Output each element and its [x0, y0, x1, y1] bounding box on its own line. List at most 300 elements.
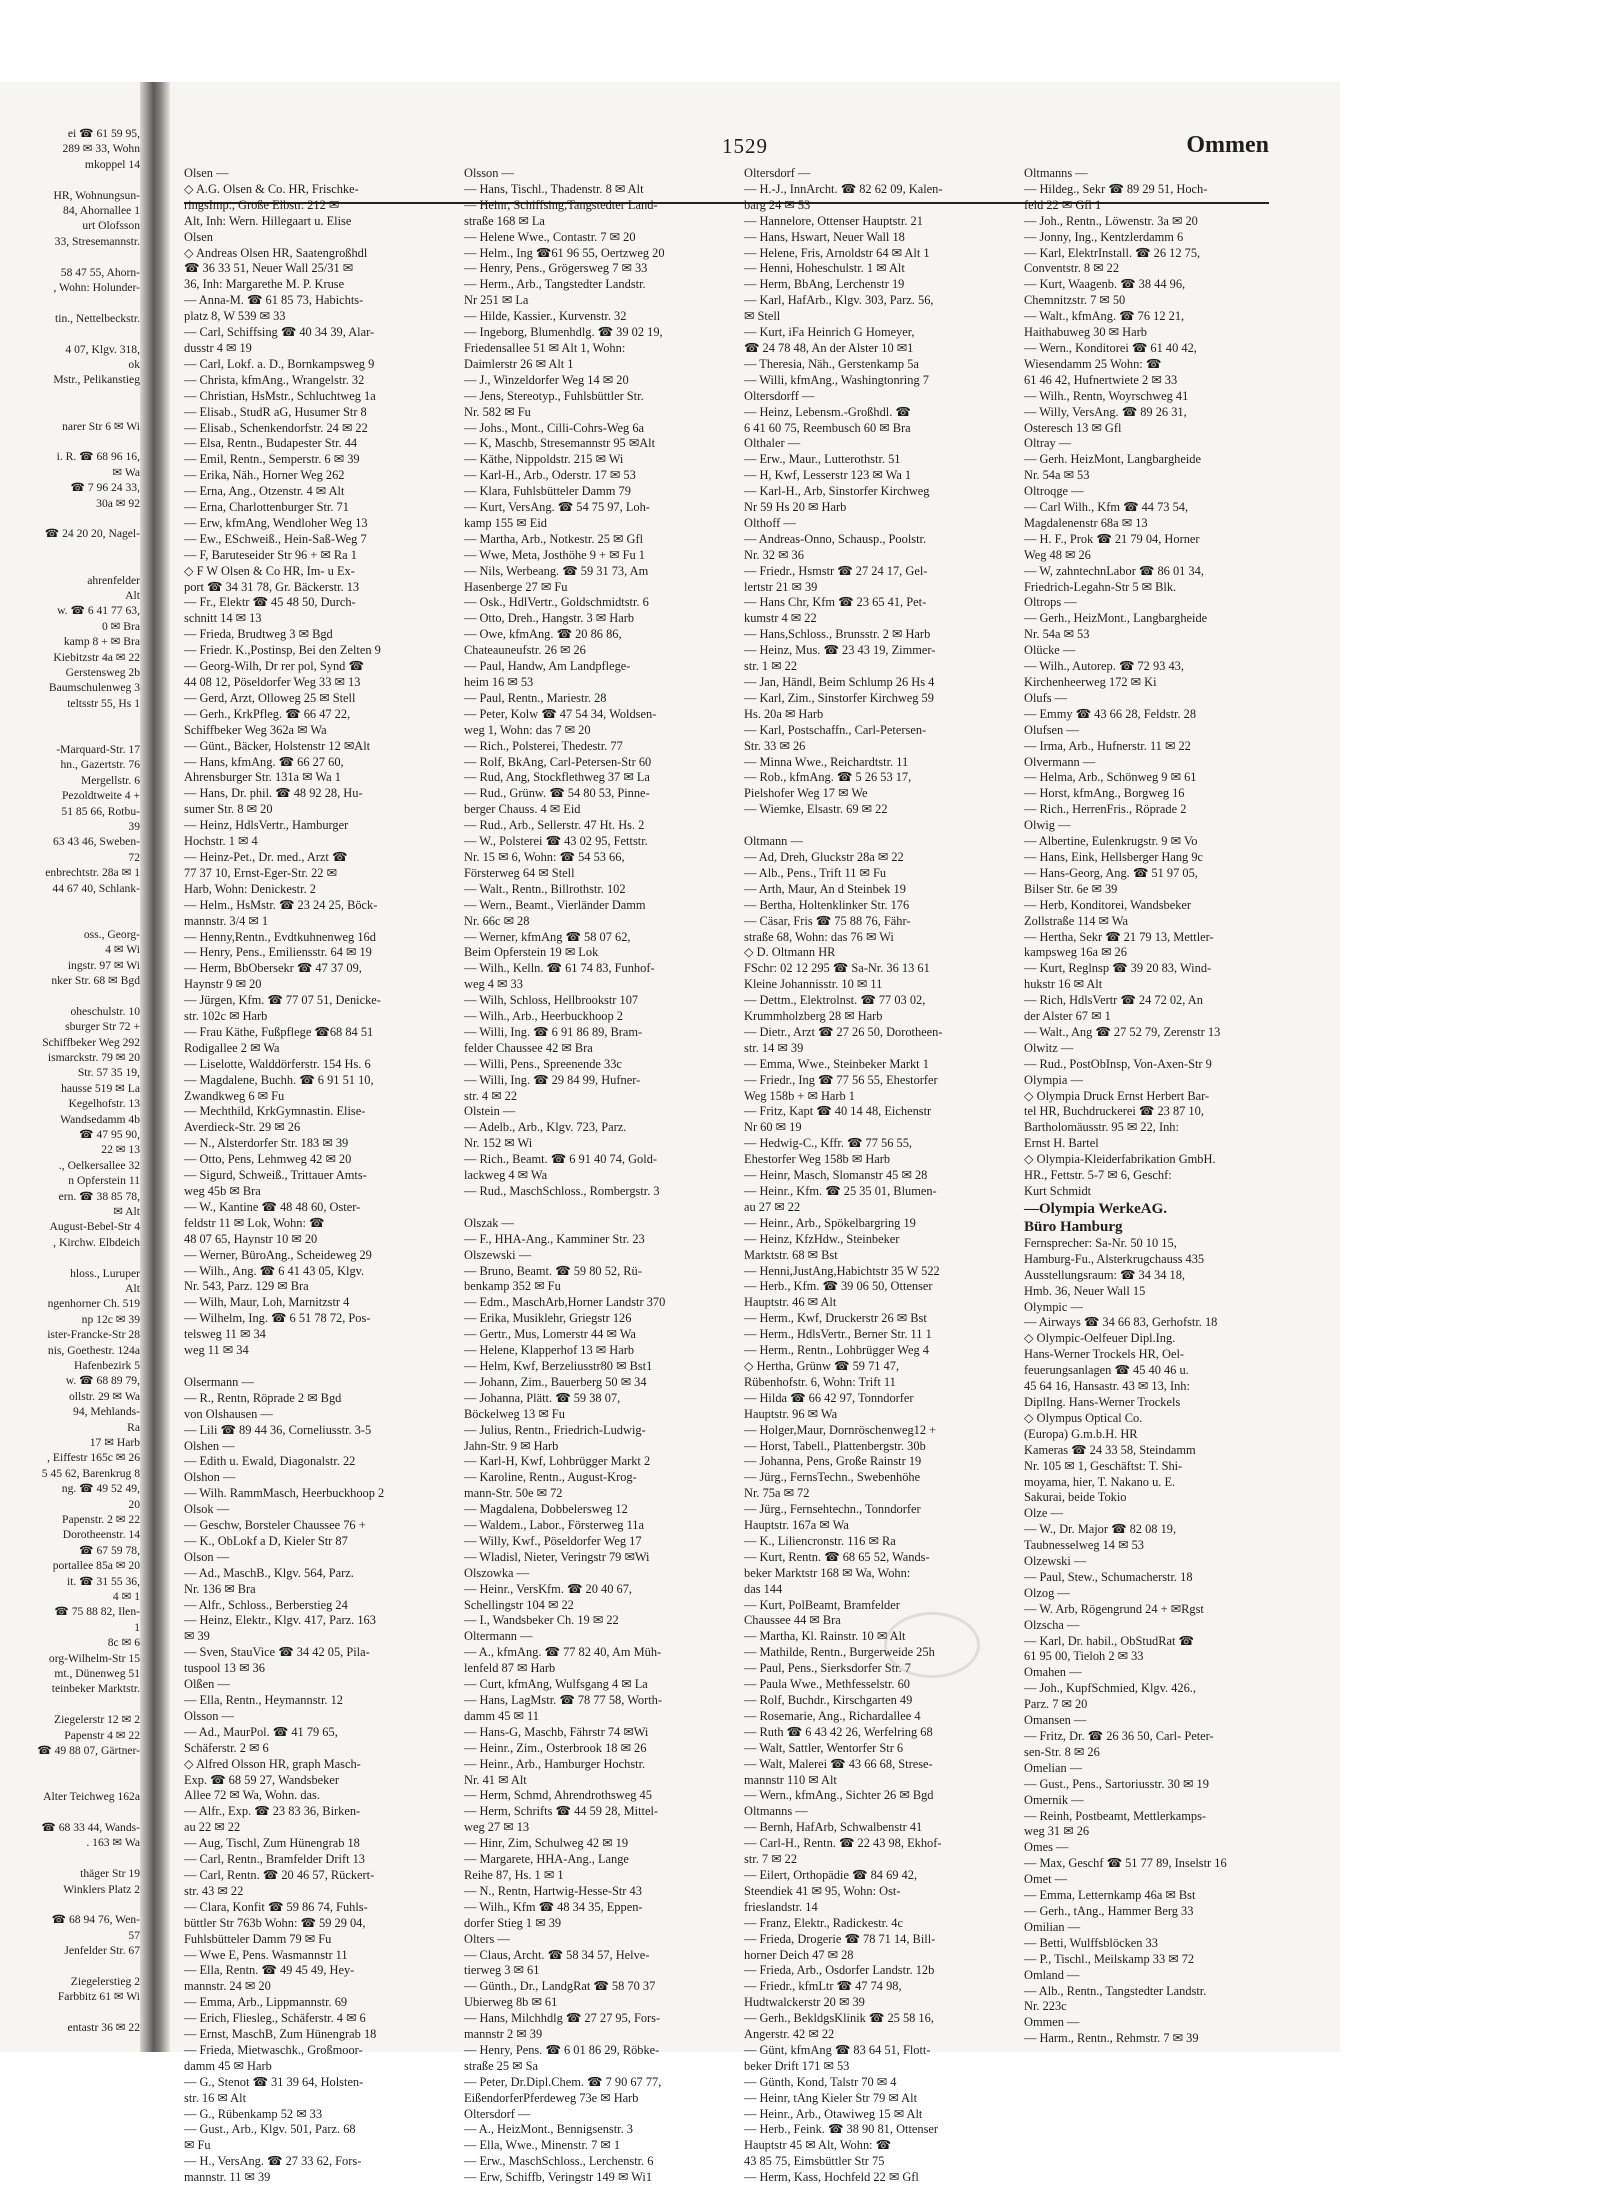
left-page-line: ollstr. 29 ✉ Wa [68, 1389, 140, 1403]
left-page-line: 22 ✉ 13 [101, 1143, 140, 1157]
left-page-line: mkoppel 14 [84, 157, 140, 171]
directory-entry [184, 1359, 424, 1375]
surname-heading: Omland — [1024, 1967, 1080, 1982]
directory-entry: — Wilh., Ang. ☎ 6 41 43 05, Klgv. [184, 1263, 365, 1278]
left-page-line: 51 85 66, Rotbu- [61, 804, 140, 818]
directory-entry: Ubierweg 8b ✉ 61 [464, 1995, 558, 2010]
directory-entry: — Harm., Rentn., Rehmstr. 7 ✉ 39 [1024, 2031, 1199, 2046]
directory-entry: — H. F., Prok ☎ 21 79 04, Horner [1024, 531, 1200, 546]
directory-entry: — Max, Geschf ☎ 51 77 89, Inselstr 16 [1024, 1856, 1227, 1871]
directory-entry: — Rosemarie, Ang., Richardallee 4 [744, 1708, 921, 1723]
directory-entry: — Walt., Rentn., Billrothstr. 102 [464, 881, 626, 896]
left-page-line: Baumschulenweg 3 [48, 681, 140, 695]
directory-entry: — Willy, Kwf., Pöseldorfer Weg 17 [464, 1533, 642, 1548]
directory-entry: — F., HHA-Ang., Kamminer Str. 23 [464, 1231, 645, 1246]
directory-entry: Schäferstr. 2 ✉ 6 [184, 1740, 269, 1755]
directory-entry: — Paul, Rentn., Mariestr. 28 [464, 690, 607, 705]
left-page-line: , Wohn: Holunder- [53, 281, 140, 294]
directory-entry: tel HR, Buchdruckerei ☎ 23 87 10, [1024, 1104, 1204, 1119]
directory-entry: — Wern., Konditorei ☎ 61 40 42, [1024, 340, 1197, 355]
surname-heading: Oltermann — [464, 1629, 533, 1644]
directory-entry: Haithabuweg 30 ✉ Harb [1024, 325, 1147, 340]
directory-entry: Hamburg-Fu., Alsterkrugchauss 435 [1024, 1251, 1205, 1266]
directory-entry: — Heinr., VersKfm. ☎ 20 40 67, [464, 1581, 633, 1596]
directory-entry: — Willi, kfmAng., Washingtonring 7 [744, 372, 929, 387]
directory-entry: Hauptstr. 46 ✉ Alt [744, 1295, 837, 1310]
surname-heading: Olsson — [184, 1708, 234, 1723]
directory-entry: — Hans, LagMstr. ☎ 78 77 58, Worth- [464, 1693, 662, 1707]
directory-entry: — Karl, HafArb., Klgv. 303, Parz. 56, [744, 293, 934, 308]
left-page-line: portallee 85a ✉ 20 [52, 1559, 140, 1573]
left-page-line: Ziegelerstieg 2 [70, 1975, 140, 1988]
directory-entry: str. 4 ✉ 22 [464, 1088, 518, 1103]
directory-entry: — Hilda ☎ 66 42 97, Tonndorfer [744, 1390, 914, 1405]
column-3 [744, 166, 984, 2186]
directory-entry: Nr. 543, Parz. 129 ✉ Bra [184, 1279, 309, 1294]
directory-entry: — Helene, Klapperhof 13 ✉ Harb [464, 1343, 635, 1358]
directory-entry: sen-Str. 8 ✉ 26 [1024, 1744, 1100, 1759]
surname-heading: Omernik — [1024, 1792, 1084, 1807]
directory-entry: — Friedr., kfmLtr ☎ 47 74 98, [744, 1979, 902, 1994]
directory-entry: — Minna Wwe., Reichardtstr. 11 [744, 754, 909, 769]
directory-entry: Weg 158b + ✉ Harb 1 [744, 1088, 856, 1103]
directory-entry: ◇ Andreas Olsen HR, Saatengroßhdl [184, 245, 368, 260]
directory-entry: — Gerh. HeizMont, Langbargheide [1024, 452, 1201, 467]
directory-entry: damm 45 ✉ Harb [184, 2058, 272, 2073]
directory-entry: — Wern., Beamt., Vierländer Damm [464, 897, 646, 912]
directory-entry: mannstr. 3/4 ✉ 1 [184, 913, 269, 928]
directory-entry: Hauptstr. 96 ✉ Wa [744, 1406, 838, 1421]
directory-entry: weg 27 ✉ 13 [464, 1820, 530, 1835]
directory-entry: — Erw., MaschSchloss., Lerchenstr. 6 [464, 2154, 654, 2169]
directory-entry: — Heinr, Masch, Slomanstr 45 ✉ 28 [744, 1168, 928, 1183]
surname-heading: Olstein — [464, 1104, 516, 1119]
directory-entry: 44 08 12, Pöseldorfer Weg 33 ✉ 13 [184, 675, 361, 689]
left-page-line: thäger Str 19 [80, 1867, 140, 1881]
directory-entry: — Hertha, Sekr ☎ 21 79 13, Mettler- [1024, 929, 1214, 944]
left-page-line: hloss., Luruper [70, 1266, 140, 1280]
directory-entry: Schellingstr 104 ✉ 22 [464, 1597, 574, 1612]
surname-heading: Oltersdorf — [464, 2106, 531, 2121]
directory-entry: — Kurt, iFa Heinrich G Homeyer, [744, 325, 915, 340]
column-4 [1024, 166, 1264, 2047]
directory-entry: Krummholzberg 28 ✉ Harb [744, 1009, 883, 1024]
surname-heading: Olwitz — [1024, 1040, 1074, 1055]
directory-entry: Nr. 105 ✉ 1, Geschäftst: T. Shi- [1024, 1458, 1183, 1473]
directory-entry: — Jonny, Ing., Kentzlerdamm 6 [1024, 229, 1184, 244]
left-page-line: ☎ 68 33 44, Wands- [41, 1821, 140, 1834]
directory-entry: moyama, hier, T. Nakano u. E. [1024, 1474, 1176, 1489]
directory-entry: frieslandstr. 14 [744, 1899, 818, 1914]
left-page-line: hn., Gazertstr. 76 [60, 758, 140, 772]
directory-entry: — Friedr. K.,Postinsp, Bei den Zelten 9 [184, 643, 381, 658]
left-page-line: 1 [134, 1620, 140, 1634]
directory-entry: — Helm., Ing ☎61 96 55, Oertzweg 20 [464, 245, 665, 260]
surname-heading: Olson — [184, 1549, 230, 1564]
directory-entry: —Olympia WerkeAG. [1024, 1200, 1168, 1217]
directory-entry: — Joh., KupfSchmied, Klgv. 426., [1024, 1681, 1196, 1696]
directory-entry: — J., Winzeldorfer Weg 14 ✉ 20 [464, 372, 629, 387]
left-page-line: Alter Teichweg 162a [43, 1790, 140, 1804]
directory-entry: — Clara, Konfit ☎ 59 86 74, Fuhls- [184, 1899, 368, 1914]
left-page-line: 289 ✉ 33, Wohn [62, 142, 140, 156]
directory-entry: — Wwe E, Pens. Wasmannstr 11 [184, 1947, 348, 1962]
directory-entry: Kameras ☎ 24 33 58, Steindamm [1024, 1442, 1196, 1457]
directory-entry: — Hans, Dr. phil. ☎ 48 92 28, Hu- [184, 786, 363, 801]
directory-entry: — K., Liliencronstr. 116 ✉ Ra [744, 1533, 896, 1548]
directory-entry: — Erna, Charlottenburger Str. 71 [184, 500, 349, 515]
column-1 [184, 166, 424, 2186]
directory-entry: — Dettm., Elektrolnst. ☎ 77 03 02, [744, 993, 926, 1008]
directory-entry: Zwandkweg 6 ✉ Fu [184, 1088, 285, 1103]
left-page-line: Hafenbezirk 5 [74, 1359, 140, 1372]
directory-entry: ◇ Olympus Optical Co. [1024, 1410, 1143, 1425]
directory-entry: — Friedr., Hsmstr ☎ 27 24 17, Gel- [744, 563, 928, 578]
directory-entry: str. 43 ✉ 22 [184, 1883, 244, 1898]
directory-entry: — Mathilde, Rentn., Burgerweide 25h [744, 1645, 935, 1660]
directory-entry: — Wwe, Meta, Josthöhe 9 + ✉ Fu 1 [464, 547, 645, 562]
directory-entry: — Jürg., FernsTechn., Swebenhöhe [744, 1470, 921, 1485]
book-gutter [140, 82, 170, 2052]
surname-heading: Olufs — [1024, 690, 1068, 705]
directory-entry: — R., Rentn, Röprade 2 ✉ Bgd [184, 1390, 342, 1405]
directory-entry: — Herb., Kfm. ☎ 39 06 50, Ottenser [744, 1279, 933, 1294]
directory-entry: damm 45 ✉ 11 [464, 1708, 539, 1723]
directory-entry: Schiffbeker Weg 362a ✉ Wa [184, 722, 327, 737]
directory-entry: — Hans-Georg, Ang. ☎ 51 97 05, [1024, 865, 1198, 880]
left-page-line: ng. ☎ 49 52 49, [61, 1482, 140, 1496]
directory-entry: — Emma, Wwe., Steinbeker Markt 1 [744, 1056, 929, 1071]
directory-entry: — Herb., Feink. ☎ 38 90 81, Ottenser [744, 2122, 939, 2137]
directory-entry: — Gust., Pens., Sartoriusstr. 30 ✉ 19 [1024, 1776, 1209, 1791]
directory-entry: — Sven, StauVice ☎ 34 42 05, Pila- [184, 1645, 370, 1660]
directory-entry: 36, Inh: Margarethe M. P. Kruse [184, 277, 345, 292]
directory-entry: weg 4 ✉ 33 [464, 977, 523, 992]
left-page-line: Dorotheenstr. 14 [62, 1528, 140, 1542]
directory-entry: — Hilde, Kassier., Kurvenstr. 32 [464, 309, 627, 324]
directory-entry: — Walt., Ang ☎ 27 52 79, Zerenstr 13 [1024, 1024, 1221, 1039]
directory-entry: HR., Fettstr. 5-7 ✉ 6, Geschf: [1024, 1168, 1172, 1183]
directory-entry: — Otto, Pens, Lehmweg 42 ✉ 20 [184, 1152, 352, 1167]
directory-entry: — Rich, HdlsVertr ☎ 24 72 02, An [1024, 993, 1203, 1008]
directory-entry: 45 64 16, Hansastr. 43 ✉ 13, Inh: [1024, 1379, 1190, 1394]
directory-entry: — Aug, Tischl, Zum Hünengrab 18 [184, 1836, 360, 1851]
directory-entry: — Heinz, Mus. ☎ 23 43 19, Zimmer- [744, 643, 936, 658]
directory-entry: — Hans Chr, Kfm ☎ 23 65 41, Pet- [744, 595, 927, 610]
directory-entry: ☎ 24 78 48, An der Alster 10 ✉1 [744, 340, 914, 355]
directory-entry: platz 8, W 539 ✉ 33 [184, 309, 286, 324]
left-page-line: Schiffbeker Weg 292 [42, 1035, 140, 1049]
left-page-line: urt Olofsson [82, 219, 140, 233]
directory-entry: beker Drift 171 ✉ 53 [744, 2058, 850, 2073]
surname-heading: Omelian — [1024, 1760, 1083, 1775]
directory-entry: mann-Str. 50e ✉ 72 [464, 1486, 563, 1501]
directory-entry: str. 14 ✉ 39 [744, 1040, 804, 1055]
directory-entry: — Bertha, Holtenklinker Str. 176 [744, 897, 910, 912]
directory-entry: — Julius, Rentn., Friedrich-Ludwig- [464, 1422, 646, 1437]
directory-entry: — Jürgen, Kfm. ☎ 77 07 51, Denicke- [184, 993, 381, 1008]
directory-entry: — Helene Wwe., Contastr. 7 ✉ 20 [464, 229, 636, 244]
directory-entry: feld 22 ✉ Gfl 1 [1024, 197, 1102, 212]
directory-entry: Hauptstr. 167a ✉ Wa [744, 1518, 849, 1533]
directory-entry: — Helene, Fris, Arnoldstr 64 ✉ Alt 1 [744, 245, 930, 260]
directory-entry: benkamp 352 ✉ Fu [464, 1279, 561, 1294]
directory-entry: — Alb., Rentn., Tangstedter Landstr. [1024, 1983, 1207, 1998]
directory-entry: — Herb, Konditorei, Wandsbeker [1024, 897, 1192, 912]
left-page-line: Pezoldtweite 4 + [61, 789, 140, 803]
directory-entry: Hudtwalckerstr 20 ✉ 39 [744, 1995, 865, 2010]
directory-entry: — Magdalene, Buchh. ☎ 6 91 51 10, [184, 1072, 374, 1087]
directory-entry: Angerstr. 42 ✉ 22 [744, 2027, 835, 2042]
left-page-line: ister-Francke-Str 28 [47, 1328, 140, 1342]
directory-entry: Rodigallee 2 ✉ Wa [184, 1040, 280, 1055]
directory-entry: sumer Str. 8 ✉ 20 [184, 802, 273, 817]
directory-entry: kampsweg 16a ✉ 26 [1024, 945, 1127, 960]
library-stamp [884, 1612, 980, 1678]
directory-entry: Nr. 66c ✉ 28 [464, 913, 530, 928]
directory-entry: — G., Stenot ☎ 31 39 64, Holsten- [184, 2074, 364, 2089]
left-page-line: 17 ✉ Harb [89, 1436, 140, 1449]
directory-entry: — Johs., Mont., Cilli-Cohrs-Weg 6a [464, 420, 645, 435]
directory-entry: Rübenhofstr. 6, Wohn: Trift 11 [744, 1374, 896, 1389]
directory-entry: — Fr., Elektr ☎ 45 48 50, Durch- [184, 595, 356, 610]
directory-entry: Nr. 223c [1024, 1999, 1067, 2014]
directory-entry: — Emil, Rentn., Semperstr. 6 ✉ 39 [184, 452, 360, 467]
directory-entry: — Martha, Kl. Rainstr. 10 ✉ Alt [744, 1629, 906, 1644]
directory-entry: — Karl, Postschaffn., Carl-Petersen- [744, 722, 927, 737]
left-page-line: Ziegelerstr 12 ✉ 2 [53, 1713, 140, 1727]
left-page-line: ☎ 49 88 07, Gärtner- [37, 1744, 140, 1757]
directory-entry: — Airways ☎ 34 66 83, Gerhofstr. 18 [1024, 1315, 1218, 1330]
directory-entry: ◇ Olympic-Oelfeuer Dipl.Ing. [1024, 1331, 1176, 1346]
directory-entry: — Bernh, HafArb, Schwalbenstr 41 [744, 1820, 923, 1835]
left-page-fragment [0, 82, 146, 2052]
directory-entry: — Willi, Ing. ☎ 6 91 86 89, Bram- [464, 1024, 643, 1039]
directory-entry: Ahrensburger Str. 131a ✉ Wa 1 [184, 770, 341, 785]
directory-entry: — Walt, Sattler, Wentorfer Str 6 [744, 1740, 904, 1755]
directory-entry: — Rud., MaschSchloss., Rombergstr. 3 [464, 1184, 660, 1198]
directory-entry: — Georg-Wilh, Dr rer pol, Synd ☎ [184, 659, 364, 674]
directory-entry: — Fritz, Kapt ☎ 40 14 48, Eichenstr [744, 1104, 932, 1119]
directory-entry: — Waldem., Labor., Försterweg 11a [464, 1518, 645, 1533]
surname-heading: Ommen — [1024, 2015, 1080, 2030]
directory-entry: — Adelb., Arb., Klgv. 723, Parz. [464, 1120, 627, 1135]
directory-entry: — Emmy ☎ 43 66 28, Feldstr. 28 [1024, 706, 1197, 721]
directory-entry: — H.-J., InnArcht. ☎ 82 62 09, Kalen- [744, 181, 943, 196]
directory-entry: str. 1 ✉ 22 [744, 659, 798, 674]
directory-entry: — N., Rentn, Hartwig-Hesse-Str 43 [464, 1883, 642, 1898]
directory-entry: — Frieda, Mietwaschk., Großmoor- [184, 2042, 363, 2057]
directory-entry: — Emma, Letternkamp 46a ✉ Bst [1024, 1888, 1196, 1903]
directory-entry: tierweg 3 ✉ 61 [464, 1963, 540, 1978]
directory-entry: — Fritz, Dr. ☎ 26 36 50, Carl- Peter- [1024, 1729, 1214, 1743]
directory-entry: Hs. 20a ✉ Harb [744, 706, 824, 721]
scanned-book-spread [0, 82, 1340, 2185]
directory-entry: — Günt, kfmAng ☎ 83 64 51, Flott- [744, 2042, 931, 2057]
surname-heading: Olympic — [1024, 1299, 1083, 1314]
directory-entry: — Werner, BüroAng., Scheideweg 29 [184, 1247, 372, 1262]
directory-entry: Bilser Str. 6e ✉ 39 [1024, 881, 1118, 896]
directory-entry: 6 41 60 75, Reembusch 60 ✉ Bra [744, 420, 911, 435]
directory-entry: Hochstr. 1 ✉ 4 [184, 834, 258, 849]
directory-entry: — Liselotte, Walddörferstr. 154 Hs. 6 [184, 1056, 371, 1071]
directory-entry: — Ad., MaschB., Klgv. 564, Parz. [184, 1565, 354, 1580]
surname-heading: Omahen — [1024, 1665, 1082, 1680]
directory-entry: — Herm, Kass, Hochfeld 22 ✉ Gfl [744, 2170, 919, 2185]
directory-entry: — Hedwig-C., Kffr. ☎ 77 56 55, [744, 1136, 913, 1151]
left-page-line: teinbeker Marktstr. [51, 1682, 140, 1696]
directory-entry: — Eilert, Orthopädie ☎ 84 69 42, [744, 1867, 918, 1882]
directory-entry: Kirchenheerweg 172 ✉ Ki [1024, 675, 1157, 689]
directory-entry: Hauptstr 45 ✉ Alt, Wohn: ☎ [744, 2138, 892, 2153]
directory-entry: — Cäsar, Fris ☎ 75 88 76, Fähr- [744, 913, 911, 928]
directory-entry: — Herm., HdlsVertr., Berner Str. 11 1 [744, 1327, 932, 1342]
directory-entry: Nr. 15 ✉ 6, Wohn: ☎ 54 53 66, [464, 849, 625, 864]
directory-entry: — Bruno, Beamt. ☎ 59 80 52, Rü- [464, 1263, 642, 1278]
surname-heading: Olsok — [184, 1502, 230, 1517]
left-page-line: 0 ✉ Bra [101, 619, 140, 633]
directory-entry: — Sigurd, Schweiß., Trittauer Amts- [184, 1168, 367, 1183]
directory-entry: — Heinr., Arb., Hamburger Hochstr. [464, 1756, 646, 1771]
directory-entry: — Karl-H, Kwf, Lohbrügger Markt 2 [464, 1454, 651, 1469]
directory-entry: — Paul, Pens., Sierksdorfer Str. 7 [744, 1661, 911, 1676]
directory-entry: — Hans, Hswart, Neuer Wall 18 [744, 229, 905, 244]
left-page-line: w. ☎ 6 41 77 63, [57, 604, 140, 618]
left-page-line: Wandsedamm 4b [60, 1112, 140, 1126]
directory-entry: — F, Baruteseider Str 96 + ✉ Ra 1 [184, 547, 357, 562]
left-page-line: ☎ 75 88 82, Ilen- [54, 1605, 140, 1619]
left-page-line: oheschulstr. 10 [70, 1004, 140, 1018]
directory-entry: — Rich., Beamt. ☎ 6 91 40 74, Gold- [464, 1152, 658, 1167]
directory-entry: mannstr 2 ✉ 39 [464, 2027, 543, 2042]
directory-entry: — Heinr, Schiffsing,Tangstedter Land- [464, 197, 658, 212]
directory-entry: — Otto, Dreh., Hangstr. 3 ✉ Harb [464, 611, 635, 626]
directory-entry: — Hildeg., Sekr ☎ 89 29 51, Hoch- [1024, 181, 1208, 196]
directory-entry: — Arth, Maur, An d Steinbek 19 [744, 881, 906, 896]
surname-heading: Olsson — [464, 166, 514, 180]
directory-entry: — Kurt, Rentn. ☎ 68 65 52, Wands- [744, 1549, 930, 1564]
directory-entry: au 22 ✉ 22 [184, 1820, 241, 1835]
directory-entry: — Reinh, Postbeamt, Mettlerkamps- [1024, 1808, 1207, 1823]
directory-entry: — Wilh., Kelln. ☎ 61 74 83, Funhof- [464, 961, 655, 976]
directory-entry: — Osk., HdlVertr., Goldschmidtstr. 6 [464, 595, 649, 610]
directory-entry: — Johanna, Pens, Große Rainstr 19 [744, 1454, 922, 1469]
directory-entry: — Rud., PostObInsp, Von-Axen-Str 9 [1024, 1056, 1212, 1071]
directory-entry: — Herm, Schrifts ☎ 44 59 28, Mittel- [464, 1804, 659, 1819]
left-page-line: HR, Wohnungsun- [53, 188, 140, 202]
directory-entry: Conventstr. 8 ✉ 22 [1024, 261, 1120, 276]
surname-heading: Olßen — [184, 1677, 230, 1692]
directory-entry: DiplIng. Hans-Werner Trockels [1024, 1394, 1181, 1409]
directory-entry: — Friedr., Ing ☎ 77 56 55, Ehestorfer [744, 1072, 938, 1087]
directory-entry: Nr. 75a ✉ 72 [744, 1486, 810, 1501]
directory-entry: (Europa) G.m.b.H. HR [1024, 1426, 1138, 1441]
directory-entry: — Frau Käthe, Fußpflege ☎68 84 51 [184, 1024, 374, 1039]
directory-entry: — Erich, Fliesleg., Schäferstr. 4 ✉ 6 [184, 2011, 366, 2026]
directory-entry: — Erika, Musiklehr, Griegstr 126 [464, 1311, 632, 1326]
directory-entry: — Elisab., Schenkendorfstr. 24 ✉ 22 [184, 420, 368, 435]
directory-entry: barg 24 ✉ 53 [744, 197, 811, 212]
surname-heading: Olsermann — [184, 1374, 254, 1389]
directory-entry: Friedensallee 51 ✉ Alt 1, Wohn: [464, 340, 626, 355]
directory-entry: — Andreas-Onno, Schausp., Poolstr. [744, 531, 927, 546]
directory-entry: Parz. 7 ✉ 20 [1024, 1697, 1088, 1712]
directory-entry: — Karl, Zim., Sinstorfer Kirchweg 59 [744, 690, 934, 705]
directory-entry: — Willi, Ing. ☎ 29 84 99, Hufner- [464, 1072, 641, 1087]
directory-entry: — Edm., MaschArb,Horner Landstr 370 [464, 1295, 666, 1310]
surname-heading: Olympia — [1024, 1072, 1083, 1087]
directory-entry: — Ella, Rentn., Heymannstr. 12 [184, 1693, 343, 1707]
directory-entry: — N., Alsterdorfer Str. 183 ✉ 39 [184, 1136, 349, 1151]
directory-entry: — Paul, Handw, Am Landpflege- [464, 659, 631, 674]
left-page-line: Alt [125, 1282, 140, 1295]
directory-entry: — Gerd, Arzt, Olloweg 25 ✉ Stell [184, 690, 356, 705]
page-header [184, 124, 1269, 162]
directory-entry: Nr. 54a ✉ 53 [1024, 627, 1090, 642]
directory-entry: — Henny,Rentn., Evdtkuhnenweg 16d [184, 929, 376, 944]
directory-entry: — Anna-M. ☎ 61 85 73, Habichts- [184, 293, 364, 308]
directory-entry: — Franz, Elektr., Radickestr. 4c [744, 1915, 903, 1930]
directory-entry: — Irma, Arb., Hufnerstr. 11 ✉ 22 [1024, 738, 1191, 753]
directory-entry: mannstr 110 ✉ Alt [744, 1772, 837, 1787]
left-page-line: 33, Stresemannstr. [54, 234, 140, 248]
directory-entry: mannstr. 11 ✉ 39 [184, 2170, 271, 2185]
running-head: Ommen [1186, 132, 1269, 158]
left-page-line: 20 [128, 1497, 140, 1511]
directory-entry: ◇ Alfred Olsson HR, graph Masch- [184, 1756, 361, 1771]
directory-entry: — Karl-H., Arb, Sinstorfer Kirchweg [744, 484, 930, 499]
directory-entry: — Margarete, HHA-Ang., Lange [464, 1852, 629, 1867]
left-page-line: Mergellstr. 6 [80, 773, 140, 787]
directory-entry: — Ad, Dreh, Gluckstr 28a ✉ 22 [744, 849, 904, 864]
directory-entry: — Jürg., Fernsehtechn., Tonndorfer [744, 1502, 921, 1517]
directory-entry: telsweg 11 ✉ 34 [184, 1327, 266, 1342]
directory-entry: — Betti, Wulffsblöcken 33 [1024, 1935, 1158, 1950]
directory-entry: Nr. 136 ✉ Bra [184, 1581, 256, 1596]
left-page-line: ✉ Alt [113, 1205, 140, 1218]
directory-entry: port ☎ 34 31 78, Gr. Bäckerstr. 13 [184, 579, 360, 594]
directory-entry: Nr 60 ✉ 19 [744, 1120, 802, 1135]
directory-entry: — Erw, kfmAng, Wendloher Weg 13 [184, 515, 368, 530]
directory-entry: — Helm, Kwf, Berzeliusstr80 ✉ Bst1 [464, 1358, 653, 1373]
directory-entry: — A., HeizMont., Bennigsenstr. 3 [464, 2122, 633, 2137]
left-page-line: it. ☎ 31 55 36, [66, 1574, 140, 1588]
directory-entry: Böckelweg 13 ✉ Fu [464, 1406, 565, 1421]
directory-entry: — Herm., Kwf, Druckerstr 26 ✉ Bst [744, 1311, 927, 1326]
directory-entry: kumstr 4 ✉ 22 [744, 611, 817, 626]
surname-heading: Olszewski — [464, 1247, 532, 1262]
left-page-line: np 12c ✉ 39 [81, 1312, 140, 1326]
left-page-line: Str. 57 35 19, [77, 1066, 140, 1080]
directory-entry: Haynstr 9 ✉ 20 [184, 977, 262, 992]
directory-entry: ◇ Olympia Druck Ernst Herbert Bar- [1024, 1088, 1210, 1103]
left-page-line: hausse 519 ✉ La [61, 1081, 140, 1095]
left-page-line: 39 [128, 820, 140, 833]
left-page-line: 4 07, Klgv. 318, [65, 342, 140, 356]
directory-entry: — Herm., Arb., Tangstedter Landstr. [464, 277, 646, 292]
directory-entry: — Claus, Archt. ☎ 58 34 57, Helve- [464, 1947, 650, 1962]
directory-entry: Kleine Johannisstr. 10 ✉ 11 [744, 977, 883, 992]
directory-entry: — Paula Wwe., Methfesselstr. 60 [744, 1677, 910, 1692]
left-page-line: ☎ 67 59 78, [79, 1543, 140, 1557]
directory-entry: Magdalenenstr 68a ✉ 13 [1024, 515, 1148, 530]
directory-entry: — Gerh., HeizMont., Langbargheide [1024, 611, 1208, 626]
directory-entry: — Jan, Händl, Beim Schlump 26 Hs 4 [744, 675, 935, 689]
directory-entry: Nr 59 Hs 20 ✉ Harb [744, 500, 847, 515]
left-page-line: Winklers Platz 2 [63, 1882, 140, 1896]
left-page-line: oss., Georg- [83, 927, 140, 941]
directory-entry: — Wilh, Schloss, Hellbrookstr 107 [464, 993, 639, 1008]
